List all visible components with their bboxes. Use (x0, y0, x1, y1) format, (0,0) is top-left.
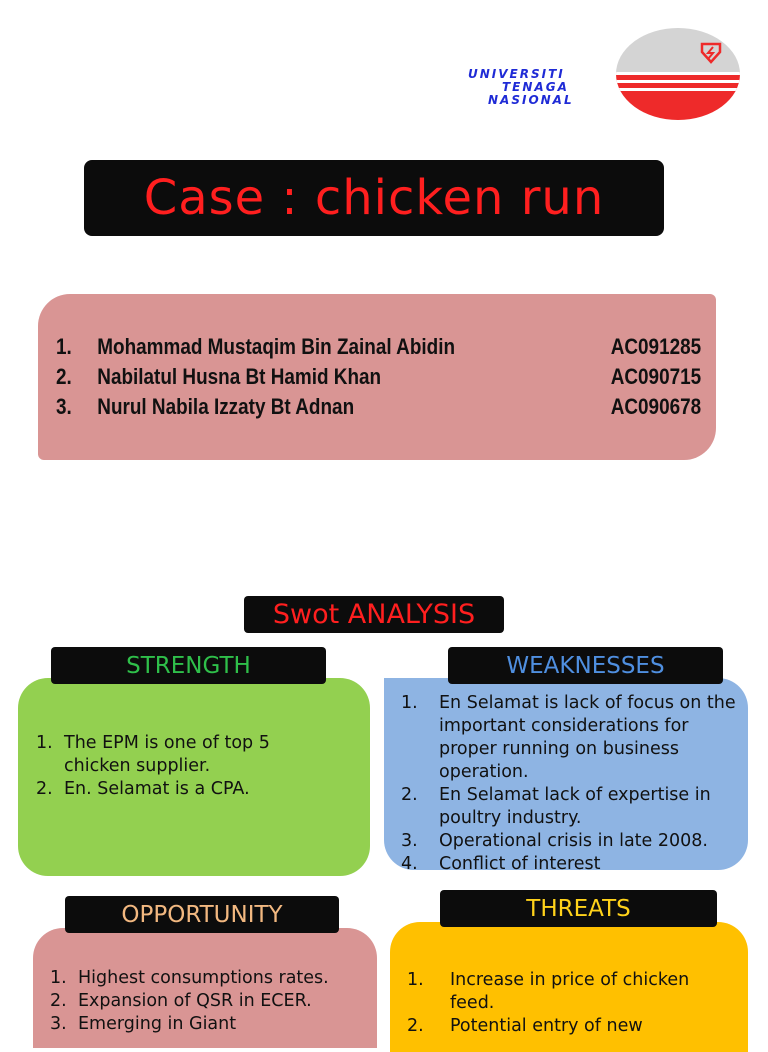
weakness-item-text: Operational crisis in late 2008. (439, 831, 708, 851)
weakness-item-text: En Selamat lack of expertise in poultry industry. (439, 785, 711, 828)
university-logo-text (462, 68, 614, 107)
list-item: 1. En Selamat is lack of focus on the important considerations for proper running on business operation. (401, 693, 736, 782)
threat-item-text: Increase in price of chicken feed. (450, 970, 690, 1013)
threats-list (407, 969, 737, 1038)
threats-label (440, 890, 717, 927)
list-item: 2. Expansion of QSR in ECER. (50, 991, 312, 1011)
member-name: Mohammad Mustaqim Bin Zainal Abidin (97, 334, 456, 359)
weakness-item-text: En Selamat is lack of focus on the important considerations for proper running on business operation. (439, 693, 736, 782)
strength-list (36, 732, 336, 801)
threats-heading: THREATS (526, 895, 631, 922)
strength-heading: STRENGTH (126, 652, 251, 679)
university-logo-emblem-icon (612, 26, 744, 124)
opportunity-label (65, 896, 339, 933)
threat-item-text: Potential entry of new (450, 1016, 643, 1036)
strength-item-text: En. Selamat is a CPA. (64, 779, 250, 799)
weaknesses-heading: WEAKNESSES (506, 652, 665, 679)
opportunity-item-text: Expansion of QSR in ECER. (78, 991, 312, 1011)
list-item: 4. Conflict of interest (401, 854, 601, 874)
member-id: AC090715 (610, 364, 702, 389)
member-number: 2. (56, 364, 72, 389)
opportunity-item-text: Emerging in Giant (78, 1014, 237, 1034)
member-name: Nabilatul Husna Bt Hamid Khan (97, 364, 382, 389)
strength-label (51, 647, 326, 684)
opportunity-heading: OPPORTUNITY (121, 901, 283, 928)
list-item: 2. Potential entry of new (407, 1016, 643, 1036)
weaknesses-list (401, 692, 741, 876)
logo-line-3: NASIONAL (488, 93, 574, 107)
member-id: AC091285 (610, 334, 702, 359)
opportunity-list (50, 967, 370, 1036)
list-item: 3. Emerging in Giant (50, 1014, 237, 1034)
weaknesses-label (448, 647, 723, 684)
list-item: 2. En. Selamat is a CPA. (36, 779, 250, 799)
member-id: AC090678 (610, 394, 702, 419)
opportunity-item-text: Highest consumptions rates. (78, 968, 329, 988)
page-title: Case : chicken run (143, 170, 605, 226)
list-item: 1. The EPM is one of top 5 chicken supplier. (36, 733, 270, 776)
member-number: 1. (56, 334, 72, 359)
member-row (56, 364, 702, 394)
member-row (56, 394, 702, 424)
list-item: 1. Increase in price of chicken feed. (407, 970, 690, 1013)
member-number: 3. (56, 394, 72, 419)
logo-line-1: UNIVERSITI (468, 67, 565, 81)
list-item: 3. Operational crisis in late 2008. (401, 831, 708, 851)
member-row (56, 334, 702, 364)
list-item: 2. En Selamat lack of expertise in poultry industry. (401, 785, 711, 828)
logo-line-2: TENAGA (502, 80, 569, 94)
weakness-item-text: Conflict of interest (439, 854, 601, 874)
members-panel (38, 294, 716, 460)
title-banner (84, 160, 664, 236)
swot-header (244, 596, 504, 633)
swot-title: Swot ANALYSIS (272, 599, 476, 630)
list-item: 1. Highest consumptions rates. (50, 968, 329, 988)
member-name: Nurul Nabila Izzaty Bt Adnan (97, 394, 355, 419)
strength-item-text: The EPM is one of top 5 chicken supplier. (64, 733, 270, 776)
